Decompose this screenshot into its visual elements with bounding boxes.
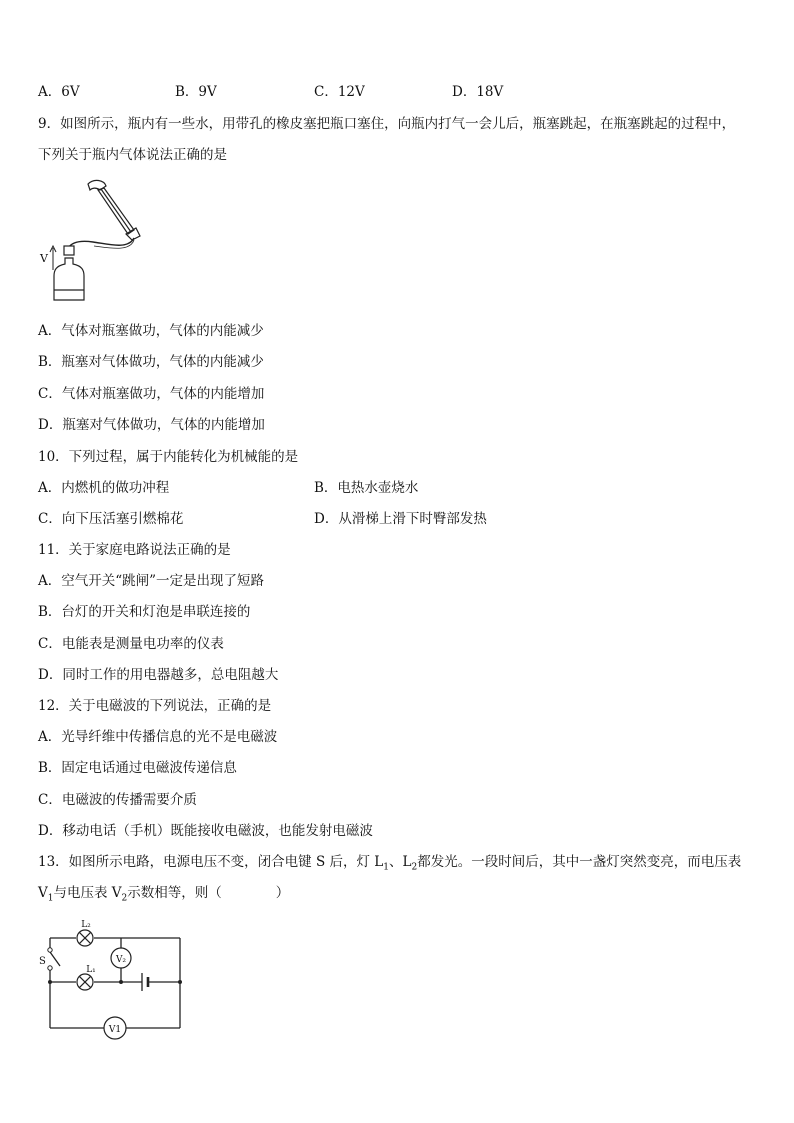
q10-options-row2: [38, 510, 758, 528]
voltmeter-v1-label: V1: [108, 1025, 122, 1035]
q13-line2-sub-1: 1: [47, 893, 54, 904]
q10-option-a: A．内燃机的做功冲程: [38, 480, 170, 496]
q11-option-a: A．空气开关“跳闸”一定是出现了短路: [38, 573, 265, 589]
pump-icon: [98, 188, 140, 240]
voltmeter-v2-label: V₂: [115, 955, 127, 965]
q10-option-c: C．向下压活塞引燃棉花: [38, 511, 184, 527]
q13-line2-c: 示数相等，则（ ）: [127, 885, 290, 901]
junction-dot: [119, 980, 123, 984]
q9-stem-line2: 下列关于瓶内气体说法正确的是: [38, 147, 227, 163]
switch-contact-top: [48, 948, 52, 952]
q8-option-a: A．6V: [38, 84, 80, 100]
q10-option-d: D．从滑梯上滑下时臀部发热: [314, 511, 487, 527]
q8-option-c: C．12V: [314, 84, 365, 100]
lamp-icon: [77, 974, 93, 990]
battery-icon: [142, 973, 148, 991]
q9-option-a: A．气体对瓶塞做功，气体的内能减少: [38, 323, 264, 339]
q9-option-b: B．瓶塞对气体做功，气体的内能减少: [38, 354, 264, 370]
q11-stem: 11．关于家庭电路说法正确的是: [38, 542, 231, 558]
q11-option-c: C．电能表是测量电功率的仪表: [38, 636, 224, 652]
junction-dot: [48, 980, 52, 984]
q12-option-c: C．电磁波的传播需要介质: [38, 792, 197, 808]
stopper-shape: [64, 246, 74, 255]
q12-stem: 12．关于电磁波的下列说法，正确的是: [38, 698, 272, 714]
bottle-icon: [54, 258, 84, 300]
lamp-icon: [77, 930, 93, 946]
q10-options-row1: [38, 479, 758, 497]
q13-sub-2: 2: [411, 862, 418, 873]
q11-option-d: D．同时工作的用电器越多，总电阻越大: [38, 667, 279, 683]
lamp-bottom-label: L₁: [86, 965, 96, 975]
q13-line2-b: 与电压表 V: [53, 885, 122, 901]
lamp-top-label: L₂: [81, 920, 91, 930]
q9-option-c: C．气体对瓶塞做功，气体的内能增加: [38, 386, 265, 402]
q13-stem-c: 都发光。一段时间后，其中一盏灯突然变亮，而电压表: [417, 854, 742, 870]
q8-option-b: B．9V: [175, 84, 217, 100]
bottle-pump-figure: [38, 178, 148, 306]
q8-option-d: D．18V: [452, 84, 504, 100]
q13-stem-a: 13．如图所示电路，电源电压不变，闭合电键 S 后，灯 L: [38, 854, 384, 870]
switch-blade: [50, 952, 60, 966]
q12-option-d: D．移动电话（手机）既能接收电磁波，也能发射电磁波: [38, 823, 373, 839]
q13-stem-line2: [38, 884, 289, 902]
q13-line2-a: V: [38, 885, 48, 901]
q12-option-a: A．光导纤维中传播信息的光不是电磁波: [38, 729, 278, 745]
q13-stem-line1: [38, 853, 741, 871]
q9-stem-line1: 9．如图所示，瓶内有一些水，用带孔的橡皮塞把瓶口塞住，向瓶内打气一会儿后，瓶塞跳起，在瓶塞跳起的过程中，: [38, 116, 736, 132]
q10-option-b: B．电热水壶烧水: [314, 480, 419, 496]
junction-dot: [178, 980, 182, 984]
velocity-label: V: [40, 252, 48, 265]
switch-contact-bottom: [48, 966, 52, 970]
q13-line2-sub-2: 2: [121, 893, 128, 904]
q11-option-b: B．台灯的开关和灯泡是串联连接的: [38, 604, 251, 620]
q10-stem: 10．下列过程，属于内能转化为机械能的是: [38, 449, 299, 465]
q13-sub-1: 1: [383, 862, 389, 873]
q12-option-b: B．固定电话通过电磁波传递信息: [38, 760, 237, 776]
q13-stem-b: 、L: [389, 854, 412, 870]
switch-label: S: [39, 956, 46, 967]
hose-shape: [68, 238, 134, 248]
q9-option-d: D．瓶塞对气体做功，气体的内能增加: [38, 417, 265, 433]
q8-options: [38, 83, 758, 101]
circuit-diagram: [34, 912, 190, 1050]
